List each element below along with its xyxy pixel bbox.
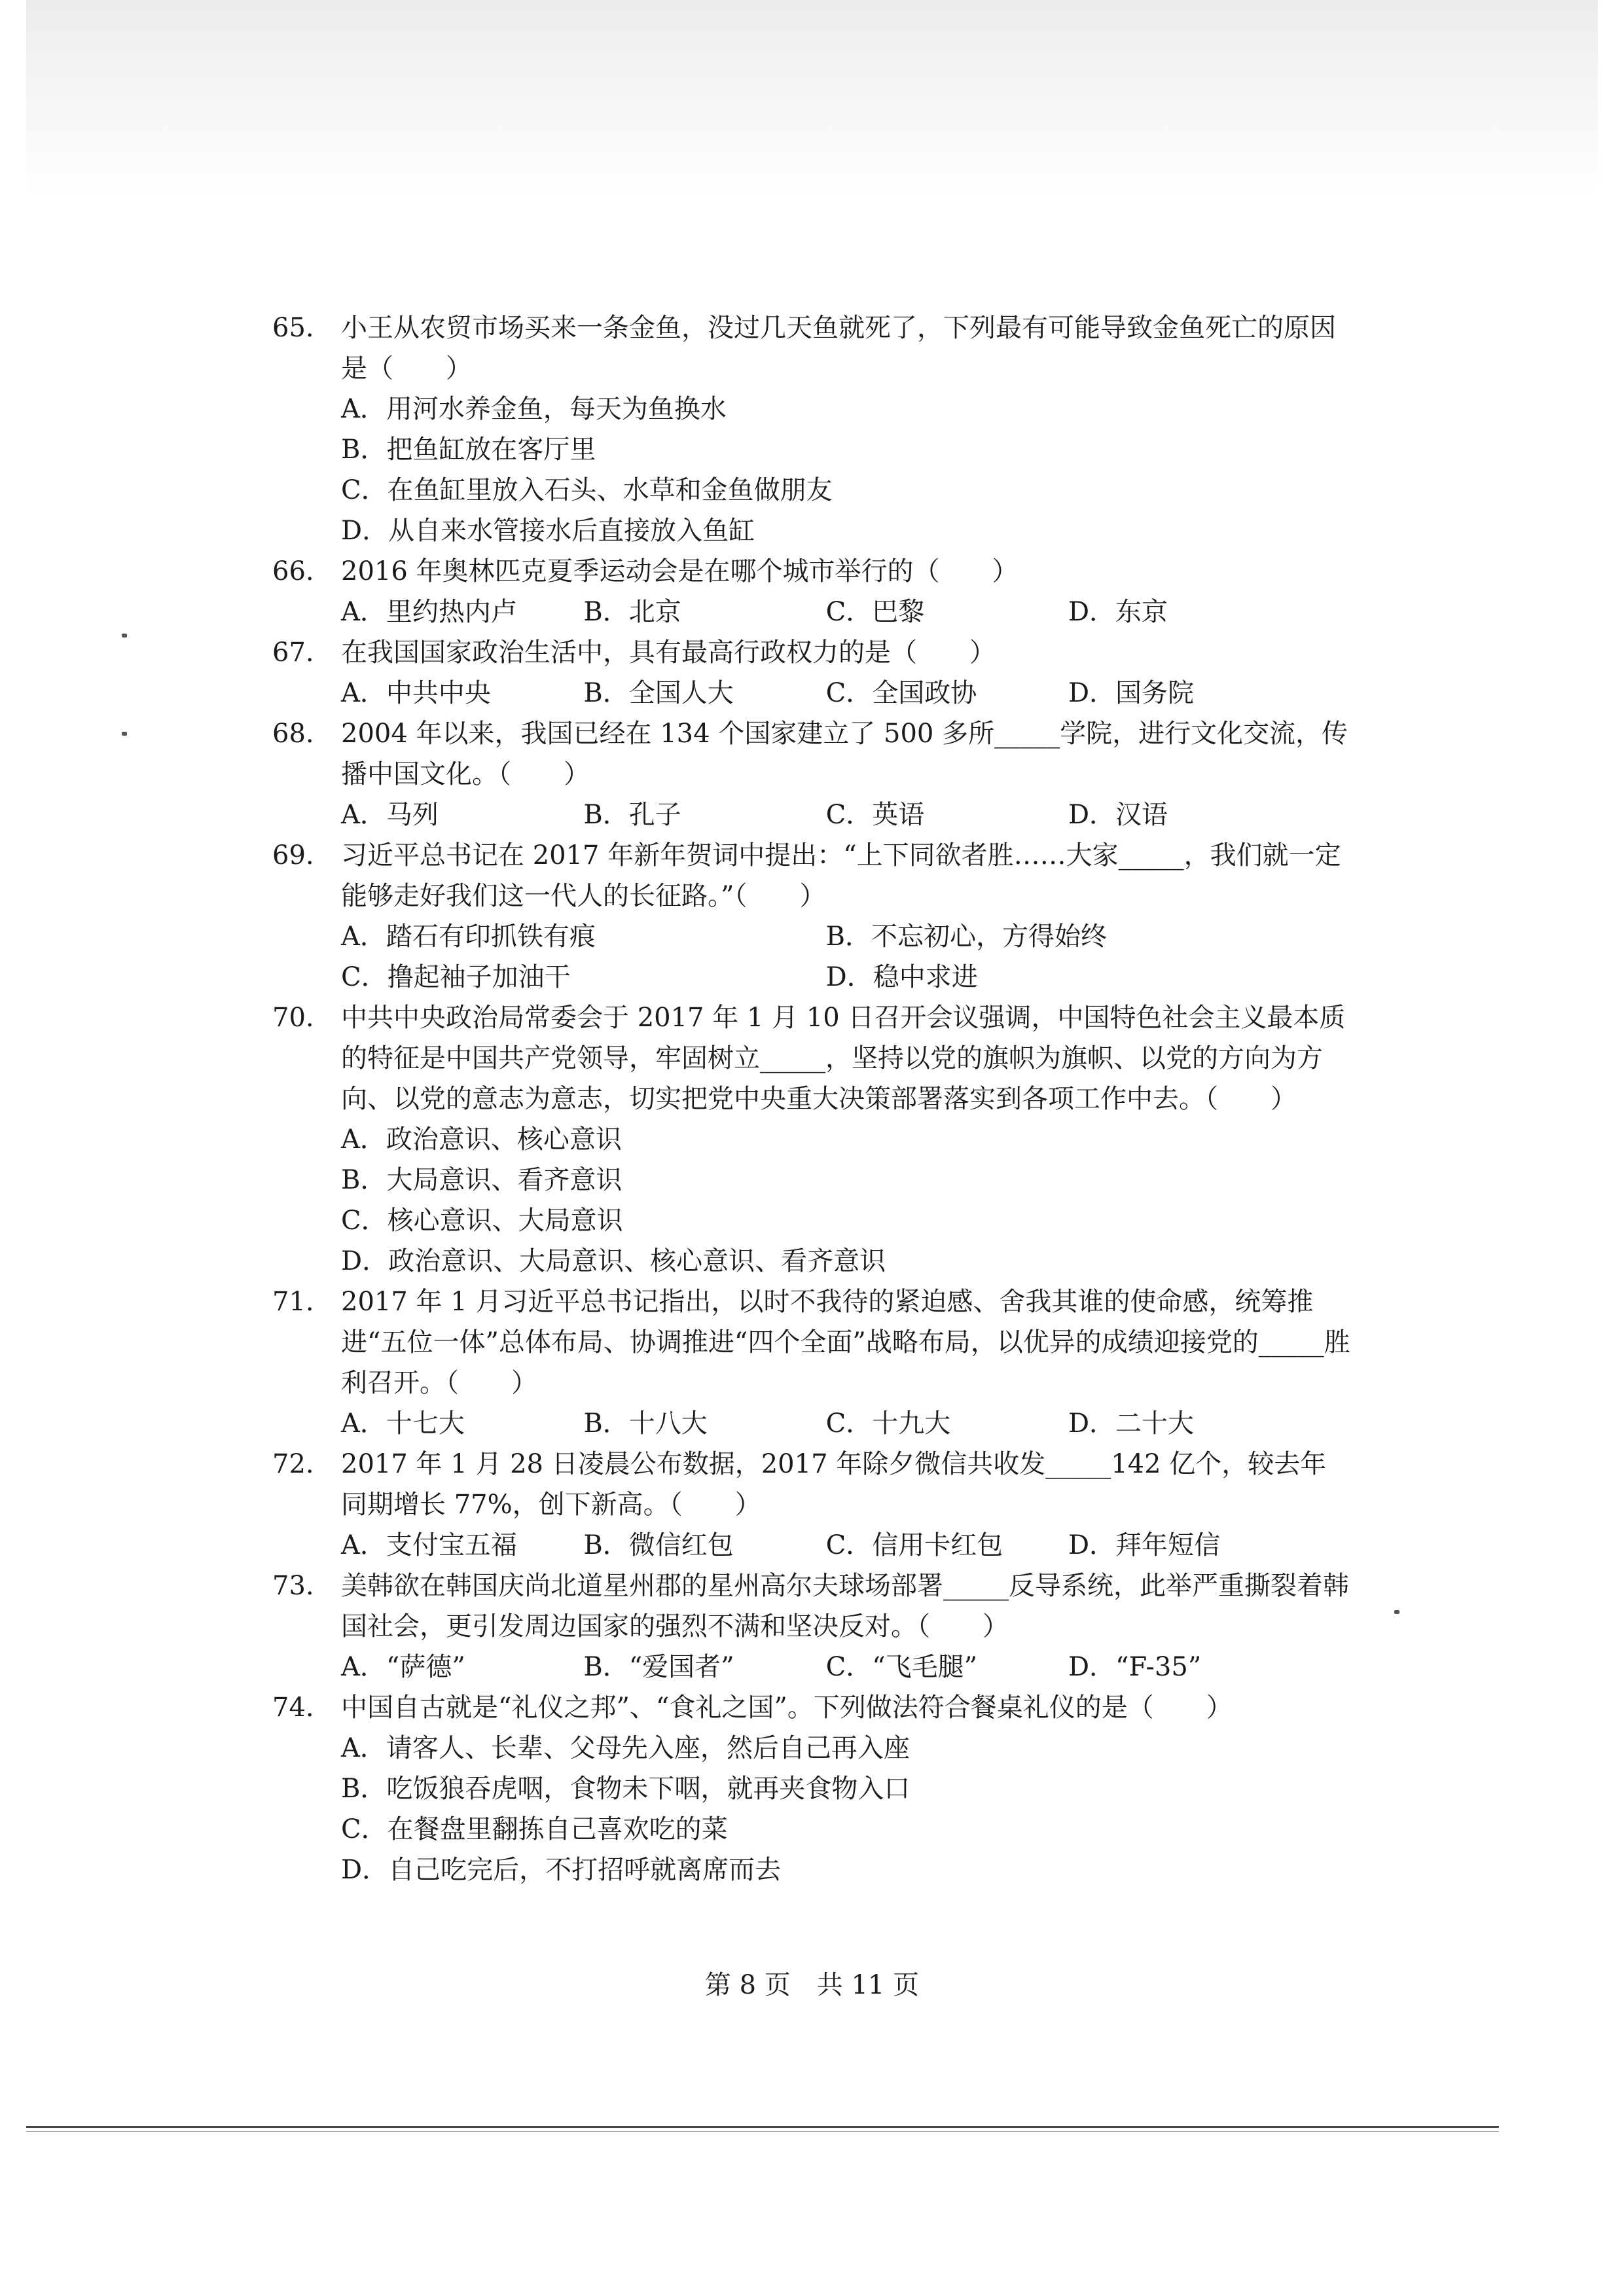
answer-option: D．东京	[1068, 597, 1168, 627]
question-item	[272, 1687, 1351, 1890]
answer-option: D．汉语	[1068, 800, 1168, 830]
answer-option: B．吃饭狼吞虎咽，食物未下咽，就再夹食物入口	[341, 1774, 911, 1804]
question-stem: 2017 年 1 月习近平总书记指出，以时不我待的紧迫感、舍我其谁的使命感，统筹推进“五位一体”总体布局、协调推进“四个全面”战略布局，以优异的成绩迎接党的_____胜利召开。（ ）	[341, 1287, 1350, 1398]
question-item	[272, 713, 1351, 835]
scan-edge-line	[26, 2131, 1499, 2132]
question-stem: 2016 年奥林匹克夏季运动会是在哪个城市举行的（ ）	[341, 556, 1019, 586]
question-number: 71.	[272, 1287, 314, 1317]
answer-option: A．政治意识、核心意识	[341, 1124, 622, 1155]
answer-option: B．孔子	[583, 800, 681, 830]
question-item	[272, 835, 1351, 997]
question-item	[272, 551, 1351, 632]
answer-option: B．不忘初心，方得始终	[825, 922, 1108, 952]
answer-options	[341, 1728, 1351, 1890]
answer-option: A．马列	[341, 800, 439, 830]
answer-option: B．大局意识、看齐意识	[341, 1165, 623, 1195]
answer-options	[341, 389, 1351, 551]
question-stem: 中共中央政治局常委会于 2017 年 1 月 10 日召开会议强调，中国特色社会主义最本质的特征是中国共产党领导，牢固树立_____，坚持以党的旗帜为旗帜、以党的方向为方向、以党的意志为意志，切实把党中央重大决策部署落实到各项工作中去。（ ）	[341, 1003, 1346, 1114]
answer-option: B．微信红包	[583, 1530, 734, 1560]
answer-option: B．把鱼缸放在客厅里	[341, 435, 596, 465]
answer-option: A．请客人、长辈、父母先入座，然后自己再入座	[341, 1733, 910, 1763]
scan-speck	[122, 634, 127, 637]
answer-option: C．全国政协	[825, 678, 977, 708]
scan-speck	[1394, 1610, 1399, 1614]
answer-option: A．踏石有印抓铁有痕	[341, 922, 596, 952]
answer-option: D．二十大	[1068, 1408, 1195, 1439]
answer-option: C．英语	[825, 800, 925, 830]
question-item	[272, 1282, 1351, 1444]
question-number: 67.	[272, 637, 314, 668]
answer-option: D．从自来水管接水后直接放入鱼缸	[341, 516, 755, 546]
question-number: 68.	[272, 719, 314, 749]
question-stem: 美韩欲在韩国庆尚北道星州郡的星州高尔夫球场部署_____反导系统，此举严重撕裂着韩国社会，更引发周边国家的强烈不满和坚决反对。（ ）	[341, 1571, 1349, 1641]
answer-option: A．支付宝五福	[341, 1530, 517, 1560]
question-number: 70.	[272, 1003, 314, 1033]
answer-option: D．稳中求进	[825, 962, 978, 992]
answer-options	[341, 1647, 1351, 1687]
question-item	[272, 308, 1351, 551]
question-stem: 小王从农贸市场买来一条金鱼，没过几天鱼就死了，下列最有可能导致金鱼死亡的原因是（ ）	[341, 313, 1336, 384]
scan-shadow	[26, 0, 1598, 196]
question-number: 65.	[272, 313, 314, 343]
answer-option: C．在鱼缸里放入石头、水草和金鱼做朋友	[341, 475, 833, 505]
answer-option: C．撸起袖子加油干	[341, 962, 571, 992]
question-number: 72.	[272, 1449, 314, 1479]
question-stem: 2004 年以来，我国已经在 134 个国家建立了 500 多所_____学院，进行文化交流，传播中国文化。（ ）	[341, 719, 1348, 789]
answer-option: C．“飞毛腿”	[825, 1652, 978, 1682]
answer-option: B．“爱国者”	[583, 1652, 734, 1682]
question-item	[272, 1444, 1351, 1566]
question-number: 74.	[272, 1693, 314, 1723]
answer-option: A．用河水养金鱼，每天为鱼换水	[341, 394, 727, 424]
page-footer: 第 8 页 共 11 页	[704, 1970, 920, 2000]
answer-option: D．国务院	[1068, 678, 1195, 708]
question-list	[272, 308, 1351, 1890]
answer-option: C．在餐盘里翻拣自己喜欢吃的菜	[341, 1814, 728, 1844]
answer-options	[341, 916, 1351, 997]
answer-option: B．全国人大	[583, 678, 734, 708]
question-item	[272, 997, 1351, 1282]
answer-option: C．信用卡红包	[825, 1530, 1003, 1560]
answer-option: D．拜年短信	[1068, 1530, 1221, 1560]
answer-option: B．北京	[583, 597, 681, 627]
answer-option: A．里约热内卢	[341, 597, 517, 627]
answer-option: C．巴黎	[825, 597, 925, 627]
answer-option: D．自己吃完后，不打招呼就离席而去	[341, 1855, 782, 1885]
scan-edge-line	[26, 2126, 1499, 2128]
answer-option: A．十七大	[341, 1408, 465, 1439]
question-stem: 中国自古就是“礼仪之邦”、“食礼之国”。下列做法符合餐桌礼仪的是（ ）	[341, 1693, 1233, 1723]
answer-options	[341, 592, 1351, 632]
answer-option: A．“萨德”	[341, 1652, 465, 1682]
answer-options	[341, 1525, 1351, 1566]
answer-option: B．十八大	[583, 1408, 708, 1439]
answer-option: C．十九大	[825, 1408, 951, 1439]
question-stem: 2017 年 1 月 28 日凌晨公布数据，2017 年除夕微信共收发_____142 亿个，较去年同期增长 77%，创下新高。（ ）	[341, 1449, 1327, 1520]
scan-speck	[122, 732, 127, 736]
question-number: 66.	[272, 556, 314, 586]
answer-option: D．政治意识、大局意识、核心意识、看齐意识	[341, 1246, 886, 1276]
answer-options	[341, 673, 1351, 713]
question-number: 69.	[272, 840, 314, 870]
question-item	[272, 632, 1351, 713]
question-stem: 在我国国家政治生活中，具有最高行政权力的是（ ）	[341, 637, 996, 668]
answer-options	[341, 1119, 1351, 1282]
question-item	[272, 1566, 1351, 1687]
question-stem: 习近平总书记在 2017 年新年贺词中提出：“上下同欲者胜……大家_____，我们就一定能够走好我们这一代人的长征路。”（ ）	[341, 840, 1341, 911]
answer-options	[341, 1403, 1351, 1444]
answer-option: D．“F-35”	[1068, 1652, 1202, 1682]
answer-option: C．核心意识、大局意识	[341, 1206, 623, 1236]
question-number: 73.	[272, 1571, 314, 1601]
answer-options	[341, 795, 1351, 835]
answer-option: A．中共中央	[341, 678, 491, 708]
